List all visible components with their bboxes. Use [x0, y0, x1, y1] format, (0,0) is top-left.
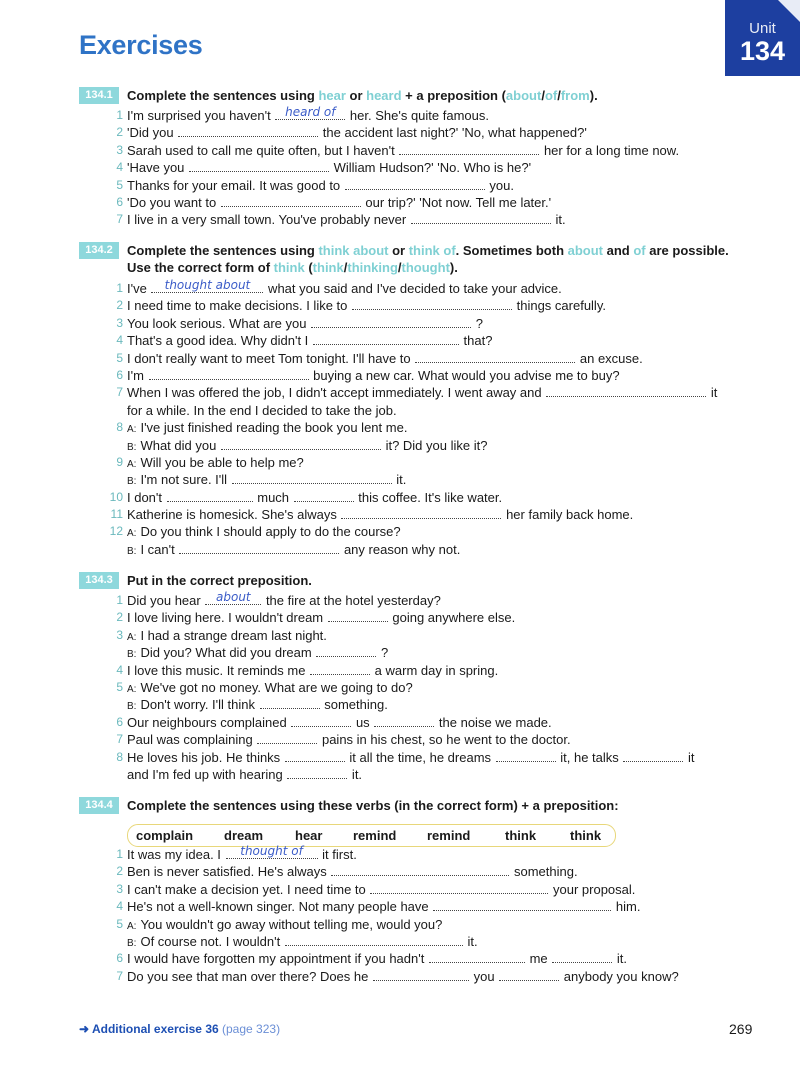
sentence-item: 9 A: Will you be able to help me? — [116, 454, 304, 470]
unit-number: 134 — [739, 36, 786, 66]
answer-blank[interactable] — [341, 506, 501, 519]
sentence-item: 3 A: I had a strange dream last night. — [116, 627, 327, 643]
sentence-item: 2 I love living here. I wouldn't dream going anywhere else. — [116, 610, 516, 626]
page-number: 269 — [729, 1021, 753, 1037]
sentence-item: 1 Did you hear about the fire at the hotel yesterday? — [116, 590, 441, 608]
unit-label: Unit — [749, 20, 776, 37]
sentence-item: 6 I would have forgotten my appointment if you hadn't me it. — [116, 951, 627, 967]
answer-blank[interactable] — [415, 350, 575, 363]
exercise-instruction: Put in the correct preposition. — [127, 573, 312, 588]
sentence-item: 11 Katherine is homesick. She's always her family back home. — [110, 507, 634, 523]
answer-blank[interactable] — [370, 881, 548, 894]
verb-word: dream — [224, 828, 264, 843]
exercise-134-2 — [79, 242, 769, 557]
sentence-item: 1 It was my idea. I thought of it first. — [116, 844, 357, 862]
answer-blank[interactable] — [552, 950, 612, 963]
answer-blank[interactable] — [345, 177, 485, 190]
exercise-number-badge: 134.1 — [79, 87, 119, 104]
answer-blank[interactable] — [411, 211, 551, 224]
answer-blank[interactable] — [499, 968, 559, 981]
exercise-number-badge: 134.4 — [79, 797, 119, 814]
answer-blank[interactable] — [287, 766, 347, 779]
sentence-item-cont: B: Did you? What did you dream ? — [127, 645, 389, 661]
answer-blank[interactable] — [328, 609, 388, 622]
answer-blank[interactable] — [257, 731, 317, 744]
sentence-item: 7 I live in a very small town. You've probably never it. — [116, 212, 566, 228]
sentence-item: 7 Do you see that man over there? Does he you anybody you know? — [116, 968, 679, 984]
sentence-item: 4 He's not a well-known singer. Not many people have him. — [116, 899, 641, 915]
verb-word: complain — [136, 828, 194, 843]
exercise-instruction: Complete the sentences using hear or heard + a preposition (about/of/from). — [127, 88, 598, 103]
answer-blank[interactable] — [331, 863, 509, 876]
answer-blank[interactable] — [429, 950, 525, 963]
answer-blank[interactable]: about — [205, 592, 261, 605]
answer-blank[interactable] — [433, 898, 611, 911]
sentence-item-cont: and I'm fed up with hearing it. — [127, 766, 363, 782]
sentence-item: 6 'Do you want to our trip?' 'Not now. Tell me later.' — [116, 194, 552, 210]
sentence-item: 4 I love this music. It reminds me a warm day in spring. — [116, 662, 499, 678]
exercise-134-1 — [79, 87, 769, 228]
answer-blank[interactable] — [373, 968, 469, 981]
answer-blank[interactable] — [374, 714, 434, 727]
sentence-item: 5 A: We've got no money. What are we going to do? — [116, 679, 413, 695]
answer-blank[interactable] — [285, 933, 463, 946]
answer-blank[interactable] — [189, 159, 329, 172]
sentence-item-cont: B: What did you it? Did you like it? — [127, 437, 488, 453]
sentence-item: 1 I've thought about what you said and I've decided to take your advice. — [116, 278, 562, 296]
exercise-134-4 — [79, 797, 769, 984]
answer-blank[interactable] — [496, 749, 556, 762]
answer-blank[interactable]: thought about — [151, 280, 263, 293]
exercise-instruction-line2: Use the correct form of think (think/thinking/thought). — [127, 260, 458, 275]
unit-tab — [725, 0, 800, 76]
answer-blank[interactable] — [285, 749, 345, 762]
sentence-item: 5 A: You wouldn't go away without telling me, would you? — [116, 916, 443, 932]
exercise-number-badge: 134.3 — [79, 572, 119, 589]
answer-blank[interactable] — [149, 367, 309, 380]
answer-blank[interactable] — [179, 541, 339, 554]
sentence-item: 3 I can't make a decision yet. I need time to your proposal. — [116, 881, 636, 897]
verb-word: think — [570, 828, 602, 843]
sentence-item-cont: B: I'm not sure. I'll it. — [127, 472, 407, 488]
answer-blank[interactable] — [399, 142, 539, 155]
verb-box: complain dream hear remind remind think think — [127, 824, 616, 847]
sentence-item-cont: B: Don't worry. I'll think something. — [127, 697, 388, 713]
sentence-item: 6 Our neighbours complained us the noise we made. — [116, 714, 552, 730]
exercise-instruction: Complete the sentences using these verbs (in the correct form) + a preposition: — [127, 798, 619, 813]
answer-blank[interactable] — [291, 714, 351, 727]
sentence-item: 4 That's a good idea. Why didn't I that? — [116, 333, 493, 349]
answer-blank[interactable] — [546, 384, 706, 397]
sentence-item-cont: B: I can't any reason why not. — [127, 541, 461, 557]
verb-word: hear — [295, 828, 323, 843]
page-title: Exercises — [79, 30, 203, 60]
answer-blank[interactable] — [352, 297, 512, 310]
sentence-item: 2 Ben is never satisfied. He's always something. — [116, 864, 578, 880]
sentence-item: 12 A: Do you think I should apply to do the course? — [109, 524, 401, 540]
sentence-item: 5 Thanks for your email. It was good to you. — [116, 177, 514, 193]
sentence-item: 10 I don't much this coffee. It's like water. — [109, 489, 503, 505]
sentence-item: 3 You look serious. What are you ? — [116, 315, 483, 331]
exercise-134-3 — [79, 572, 769, 782]
sentence-item: 2 'Did you the accident last night?' 'No, what happened?' — [116, 125, 587, 141]
answer-blank[interactable]: heard of — [275, 107, 345, 120]
answer-blank[interactable] — [221, 194, 361, 207]
sentence-item: 7 When I was offered the job, I didn't accept immediately. I went away and it — [116, 385, 718, 401]
page-fold — [778, 0, 800, 22]
answer-blank[interactable] — [167, 489, 253, 502]
sentence-item: 5 I don't really want to meet Tom tonight. I'll have to an excuse. — [116, 350, 643, 366]
exercise-instruction: Complete the sentences using think about or think of. Sometimes both about and of are possible. — [127, 243, 729, 258]
sentence-item: 6 I'm buying a new car. What would you advise me to buy? — [116, 367, 620, 383]
sentence-item: 1 I'm surprised you haven't heard of her. She's quite famous. — [116, 105, 489, 123]
additional-exercise-link[interactable]: ➜ Additional exercise 36 (page 323) — [79, 1022, 281, 1036]
sentence-item: 7 Paul was complaining pains in his chest, so he went to the doctor. — [116, 732, 571, 748]
answer-blank[interactable] — [260, 696, 320, 709]
sentence-item: 4 'Have you William Hudson?' 'No. Who is he?' — [116, 160, 532, 176]
answer-blank[interactable] — [311, 315, 471, 328]
sentence-item: 8 A: I've just finished reading the book you lent me. — [116, 420, 408, 436]
verb-word: remind — [353, 828, 397, 843]
verb-word: remind — [427, 828, 471, 843]
answer-blank[interactable] — [316, 644, 376, 657]
sentence-item: 8 He loves his job. He thinks it all the time, he dreams it, he talks it — [116, 749, 695, 765]
sentence-item: 3 Sarah used to call me quite often, but I haven't her for a long time now. — [116, 142, 680, 158]
answer-blank[interactable] — [623, 749, 683, 762]
answer-blank[interactable] — [294, 489, 354, 502]
sentence-item: 2 I need time to make decisions. I like to things carefully. — [116, 298, 606, 314]
sentence-item-cont: B: Of course not. I wouldn't it. — [127, 933, 478, 949]
answer-blank[interactable] — [310, 662, 370, 675]
answer-blank[interactable] — [221, 437, 381, 450]
answer-blank[interactable]: thought of — [226, 846, 318, 859]
sentence-item-cont: for a while. In the end I decided to take the job. — [127, 402, 397, 418]
exercise-number-badge: 134.2 — [79, 242, 119, 259]
answer-blank[interactable] — [232, 471, 392, 484]
answer-blank[interactable] — [178, 124, 318, 137]
answer-blank[interactable] — [313, 332, 459, 345]
